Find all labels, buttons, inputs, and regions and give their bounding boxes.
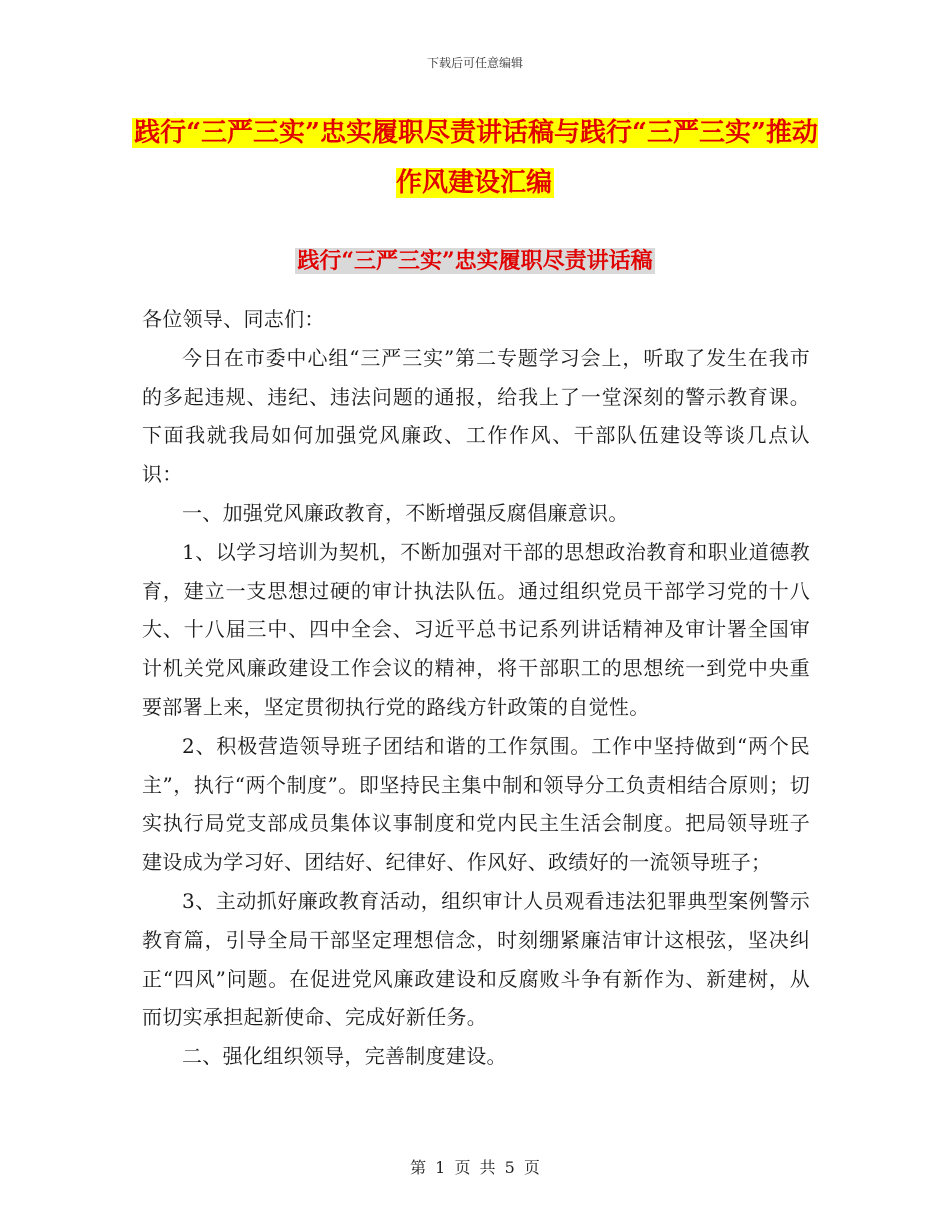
document-title-text: 践行“三严三实”忠实履职尽责讲话稿与践行“三严三实”推动作风建设汇编 bbox=[134, 118, 818, 198]
paragraph: 3、主动抓好廉政教育活动，组织审计人员观看违法犯罪典型案例警示教育篇，引导全局干部坚定理想信念，时刻绷紧廉洁审计这根弦，坚决纠正“四风”问题。在促进党风廉政建设和反腐败斗争有新作为、新建树，从而切实承担起新使命、完成好新任务。 bbox=[142, 888, 810, 1030]
section-title-text: 践行“三严三实”忠实履职尽责讲话稿 bbox=[297, 248, 653, 274]
paragraph: 1、以学习培训为契机，不断加强对干部的思想政治教育和职业道德教育，建立一支思想过硬的审计执法队伍。通过组织党员干部学习党的十八大、十八届三中、四中全会、习近平总书记系列讲话精神及审计署全国审计机关党风廉政建设工作会议的精神，将干部职工的思想统一到党中央重要部署上来，坚定贯彻执行党的路线方针政策的自觉性。 bbox=[142, 539, 810, 719]
section-heading: 一、加强党风廉政教育，不断增强反腐倡廉意识。 bbox=[182, 500, 629, 525]
section-title bbox=[0, 244, 950, 275]
document-body bbox=[142, 300, 810, 1076]
page-header-note: 下载后可任意编辑 bbox=[426, 56, 523, 70]
paragraph: 今日在市委中心组“三严三实”第二专题学习会上，听取了发生在我市的多起违规、违纪、违法问题的通报，给我上了一堂深刻的警示教育课。下面我就我局如何加强党风廉政、工作作风、干部队伍建设等谈几点认识： bbox=[142, 345, 810, 487]
paragraph: 2、积极营造领导班子团结和谐的工作氛围。工作中坚持做到“两个民主”，执行“两个制度”。即坚持民主集中制和领导分工负责相结合原则；切实执行局党支部成员集体议事制度和党内民主生活会制度。把局领导班子建设成为学习好、团结好、纪律好、作风好、政绩好的一流领导班子； bbox=[142, 733, 810, 875]
section-heading: 二、强化组织领导，完善制度建设。 bbox=[182, 1044, 507, 1069]
salutation: 各位领导、同志们： bbox=[142, 307, 325, 331]
document-title bbox=[120, 108, 830, 208]
page-number: 第 1 页 共 5 页 bbox=[410, 1158, 540, 1177]
